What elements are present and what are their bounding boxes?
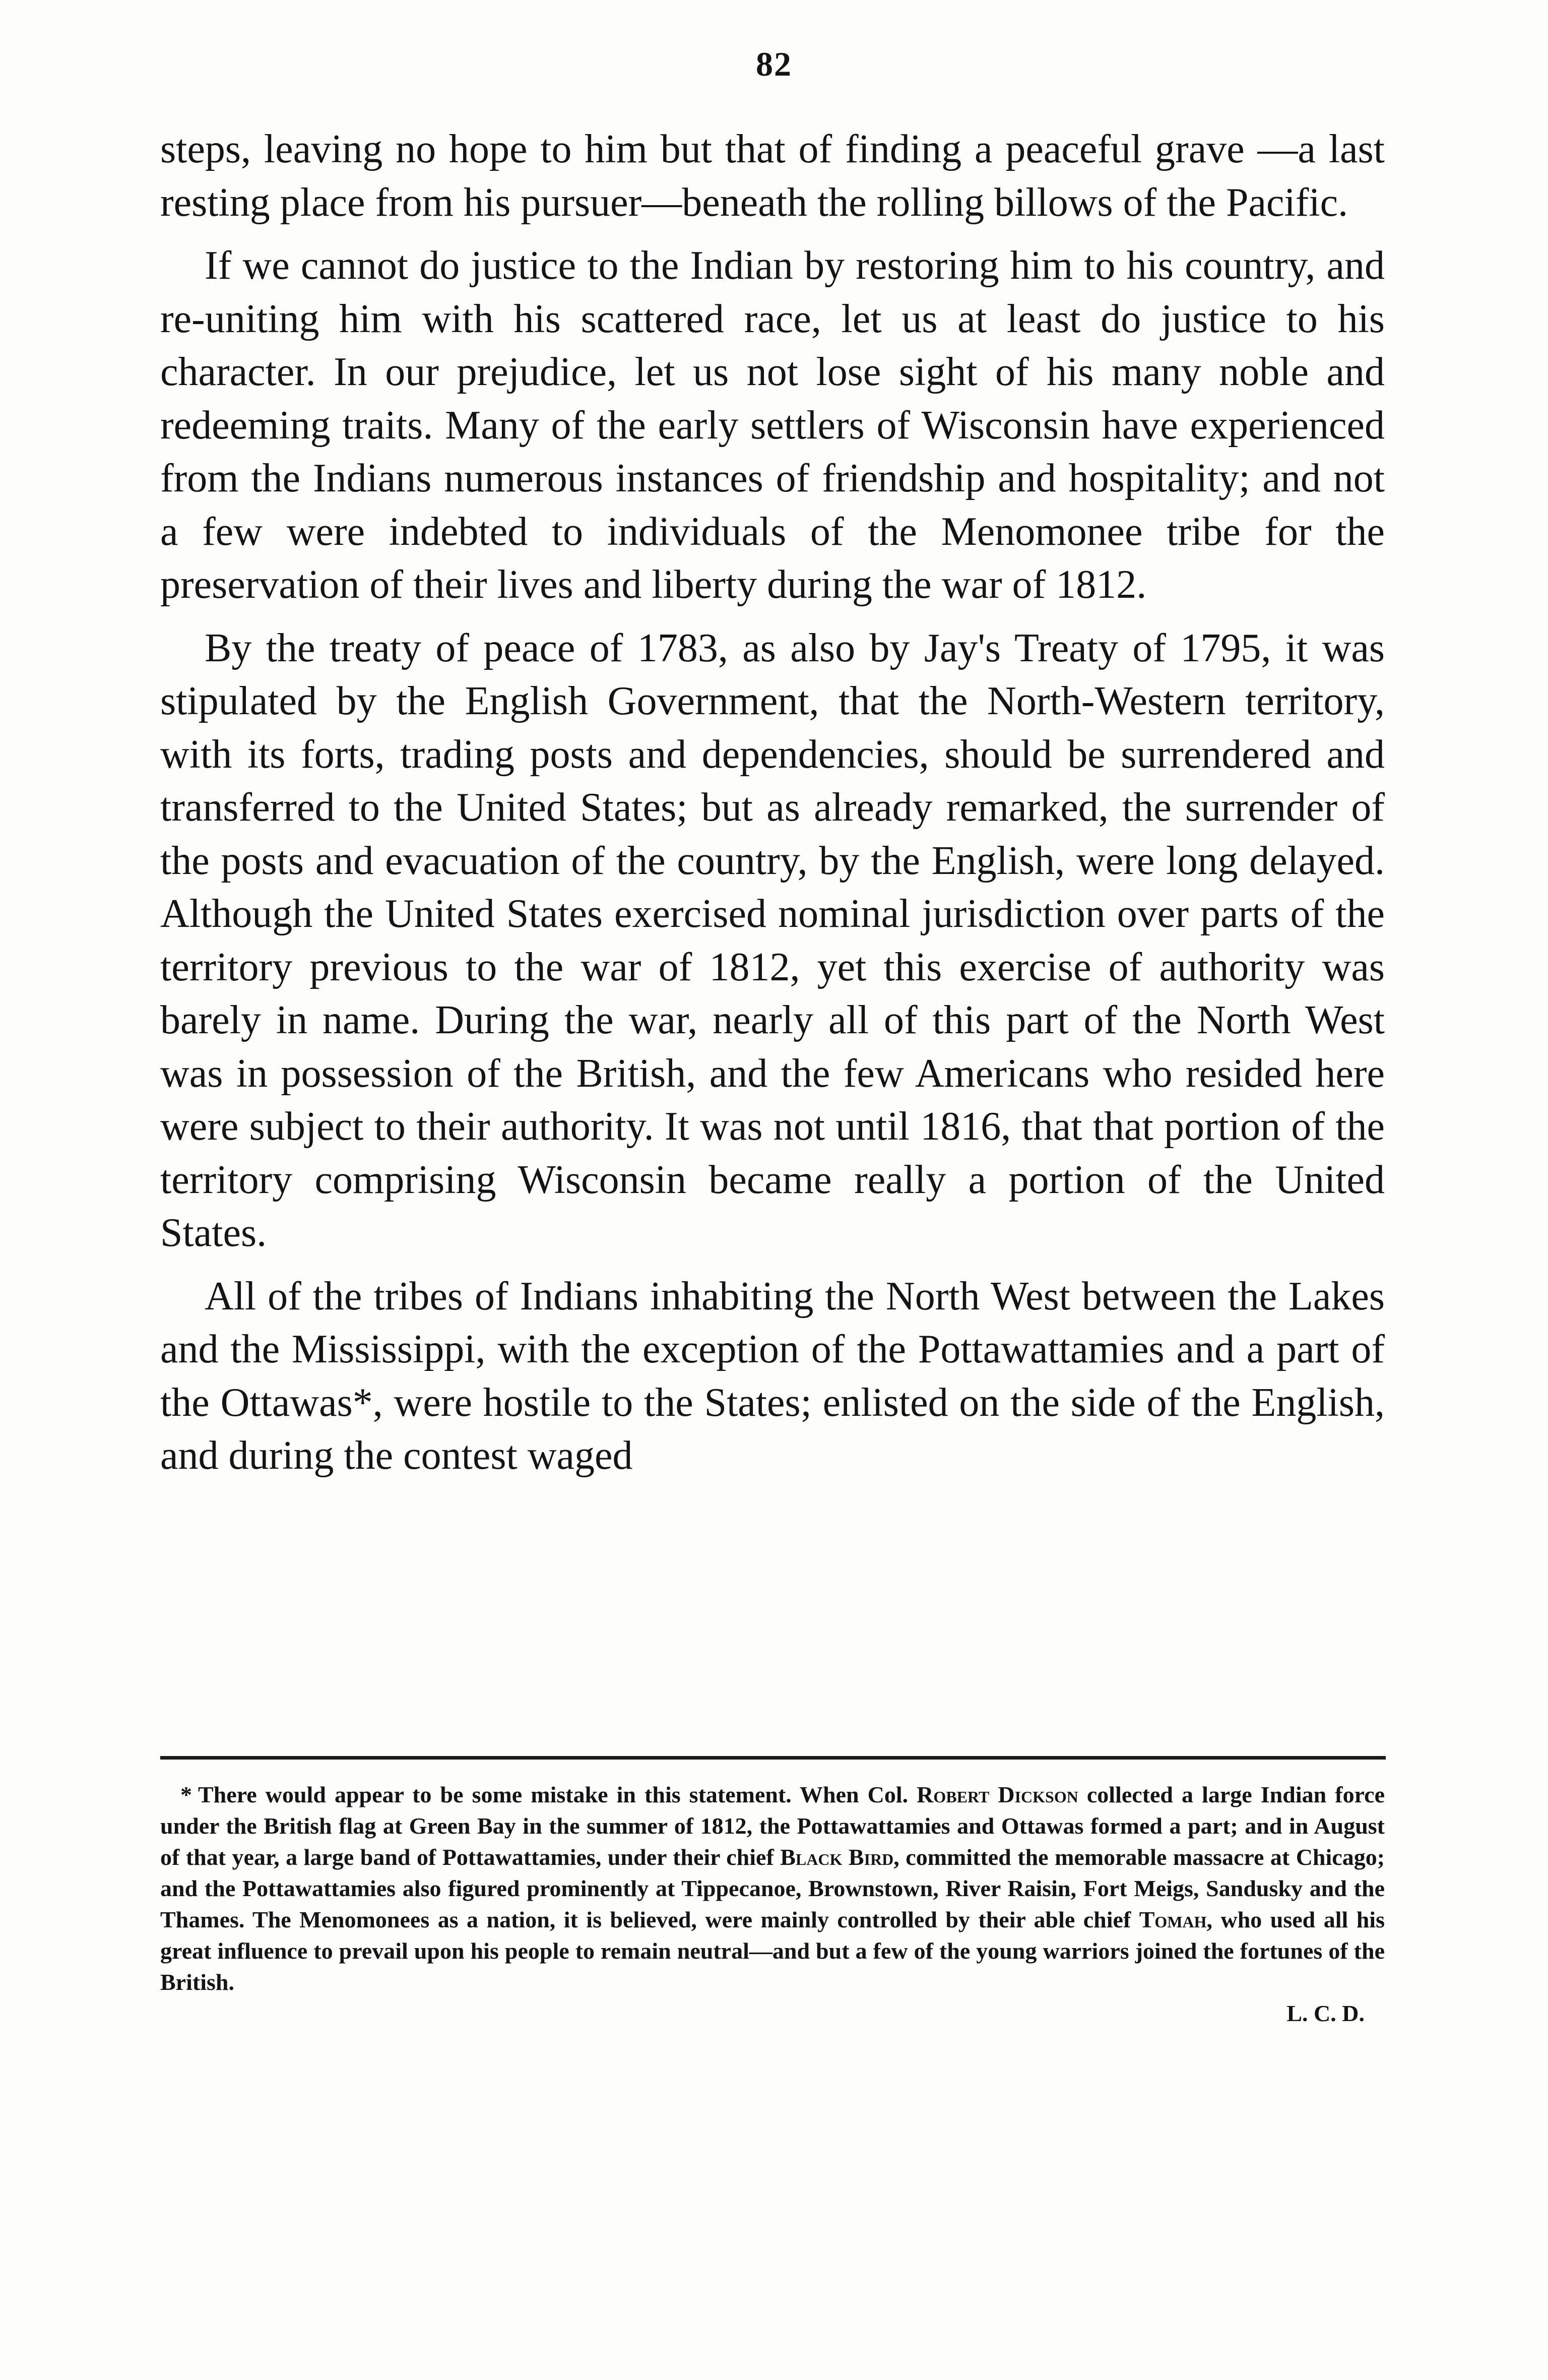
paragraph-3: By the treaty of peace of 1783, as also by Jay's Treaty of 1795, it was stipulated by the English Government, that the North-Western territory, with its forts, trading posts and dependencies, should be surrendered and transferred to the United States; but as already remarked, the surrender of the posts and evacuation of the country, by the English, were long delayed. Although the United States exercised nominal jurisdiction over parts of the territory previous to the war of 1812, yet this exercise of authority was barely in name. During the war, nearly all of this part of the North West was in possession of the British, and the few Americans who resided here were subject to their authority. It was not until 1816, that that portion of the territory comprising Wisconsin became really a portion of the United States. [160,625,1385,1255]
paragraph-4: All of the tribes of Indians inhabiting the North West between the Lakes and the Mississippi, with the exception of the Pottawattamies and a part of the Ottawas*, were hostile to the States; enlisted on the side of the English, and during the contest waged [160,1274,1385,1478]
footnote-name-black-bird: Black Bird [780,1844,894,1870]
footnote [160,1779,1385,2029]
paragraph-2: If we cannot do justice to the Indian by restoring him to his country, and re-uniting him with his scattered race, let us at least do justice to his character. In our prejudice, let us not lose sight of his many noble and redeeming traits. Many of the early settlers of Wisconsin have experienced from the Indians numerous instances of friendship and hospitality; and not a few were indebted to individuals of the Menomonee tribe for the preservation of their lives and liberty during the war of 1812. [160,243,1385,607]
footnote-divider [160,1756,1386,1760]
footnote-marker: * [180,1782,192,1807]
page-number: 82 [756,45,792,83]
footnote-text-4: , who used all his great influence to prevail upon his people to remain neutral—and but a few of the young warriors joined the fortunes of the British. [160,1907,1385,1995]
body-text [160,123,1385,1493]
footnote-name-tomah: Tomah [1139,1907,1207,1932]
footnote-name-dickson: Robert Dickson [917,1782,1078,1807]
footnote-text-1: There would appear to be some mistake in this statement. When Col. [198,1782,917,1807]
footnote-text-2: collected a large Indian force under the British flag at Green Bay in the summer of 1812, the Pottawattamies and Ottawas formed a part; and in August of that year, a large band of Pottawattamies, under their chief [160,1782,1385,1870]
paragraph-1: steps, leaving no hope to him but that of finding a peaceful grave —a last resting place from his pursuer—beneath the rolling billows of the Pacific. [160,127,1385,225]
footnote-signature: L. C. D. [1286,2000,1365,2026]
footnote-text-3: , committed the memorable massacre at Chicago; and the Pottawattamies also figured prominently at Tippecanoe, Brownstown, River Raisin, Fort Meigs, Sandusky and the Thames. The Menomonees as a nation, it is believed, were mainly controlled by their able chief [160,1844,1385,1932]
